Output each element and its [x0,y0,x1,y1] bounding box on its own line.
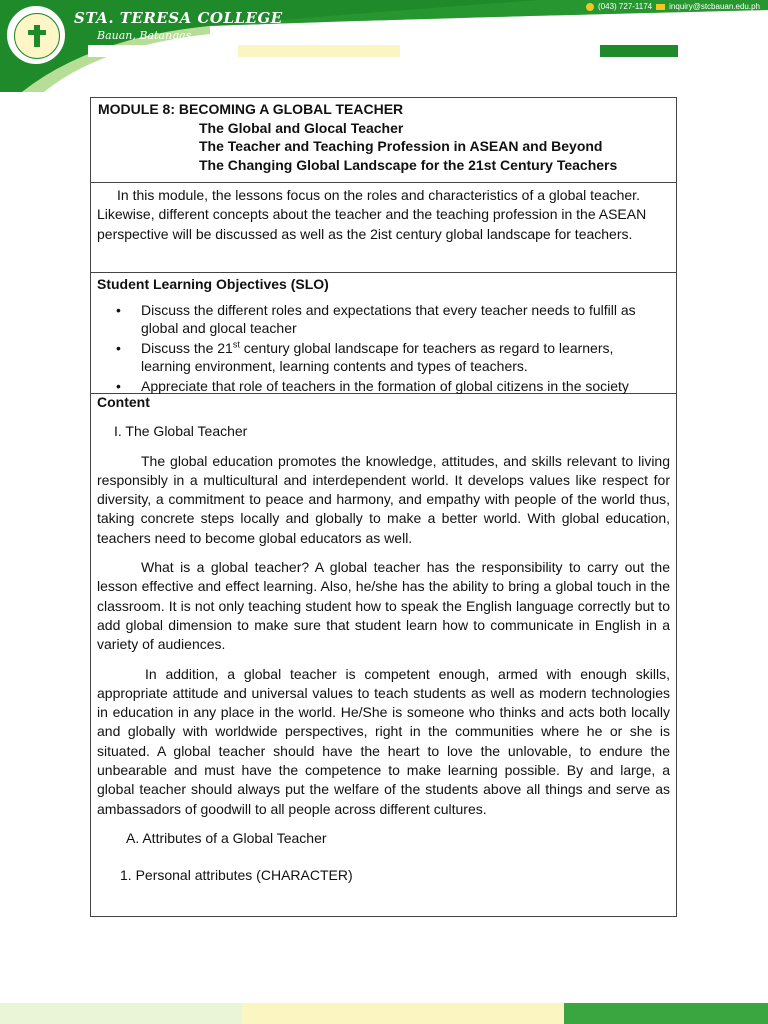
module-subtitle: The Global and Glocal Teacher [199,119,404,136]
module-subtitle: The Changing Global Landscape for the 21st Century Teachers [199,156,618,173]
contact-info [586,2,760,11]
footer-stripe-light [0,1003,242,1024]
module-subtitle: The Teacher and Teaching Profession in ASEAN and Beyond [199,138,603,154]
letterhead [0,0,768,92]
module-document [90,97,677,917]
email-address: inquiry@stcbauan.edu.ph [669,2,760,11]
header-stripe-white-2 [400,45,600,57]
objectives-section [91,273,676,394]
section-heading: I. The Global Teacher [114,423,248,440]
phone-number: (043) 727-1174 [598,2,653,11]
intro-section [91,183,676,273]
header-stripe-white [88,45,238,57]
content-paragraph: What is a global teacher? A global teacher has the responsibility to carry out the lesson effective and effect learning. Also, he/she has the ability to bring a global touch in the classroom. It is not only teaching student how to speak the English language correctly but to add global dimension to make sure that student learn how to communicate in English in a variety of audiences. [97,559,670,653]
footer-stripe-green [564,1003,768,1024]
phone-icon [586,3,594,11]
module-title-section [91,98,676,183]
header-stripe-green [600,45,678,57]
college-seal-logo [5,4,67,66]
college-name: STA. TERESA COLLEGE [74,9,283,27]
module-title: MODULE 8: BECOMING A GLOBAL TEACHER [98,101,404,117]
content-heading: Content [97,394,150,410]
header-stripe-cream [238,45,400,57]
intro-paragraph: In this module, the lessons focus on the roles and characteristics of a global teacher. Likewise, different concepts about the teacher and the teaching profession in the ASEAN perspective will be discussed as well as the 2ist century global landscape for teachers. [97,187,647,242]
objectives-heading: Student Learning Objectives (SLO) [97,276,329,292]
content-paragraph: In addition, a global teacher is competent enough, armed with enough skills, appropriate attitude and universal values to teach students as well as modern technologies in education in any place in the world. He/She is someone who thinks and acts both locally and globally with worldwide perspectives, right in the communities where he or she is situated. A global teacher should have the heart to love the unlovable, to endure the unbearable and must have the competence to make learning possible. By and large, a global teacher should always put the welfare of the students above all things and serve as ambassadors of goodwill to all people across different cultures. [97,665,670,817]
subheading-attributes: A. Attributes of a Global Teacher [126,829,327,846]
list-item-personal-attributes: 1. Personal attributes (CHARACTER) [120,867,353,884]
footer-stripe-cream [242,1003,564,1024]
content-paragraph: The global education promotes the knowledge, attitudes, and skills relevant to living responsibly in a multicultural and interdependent world. It develops values like respect for diversity, a commitment to peace and harmony, and empathy with people of the world thus, taking concrete steps locally and globally to make a better world. With global education, teachers need to become global educators as well. [97,452,670,546]
objective-item: • Discuss the different roles and expectations that every teacher needs to fulfill as global and glocal teacher [141,301,670,337]
college-location: Bauan, Batangas [97,29,192,42]
objective-item: • Discuss the 21st century global landscape for teachers as regard to learners, learning environment, learning contents and types of teachers. [141,339,670,375]
content-section [91,394,676,886]
objective-item: • Appreciate that role of teachers in the formation of global citizens in the society [141,377,670,395]
objectives-list [97,301,670,395]
mail-icon [656,4,665,10]
